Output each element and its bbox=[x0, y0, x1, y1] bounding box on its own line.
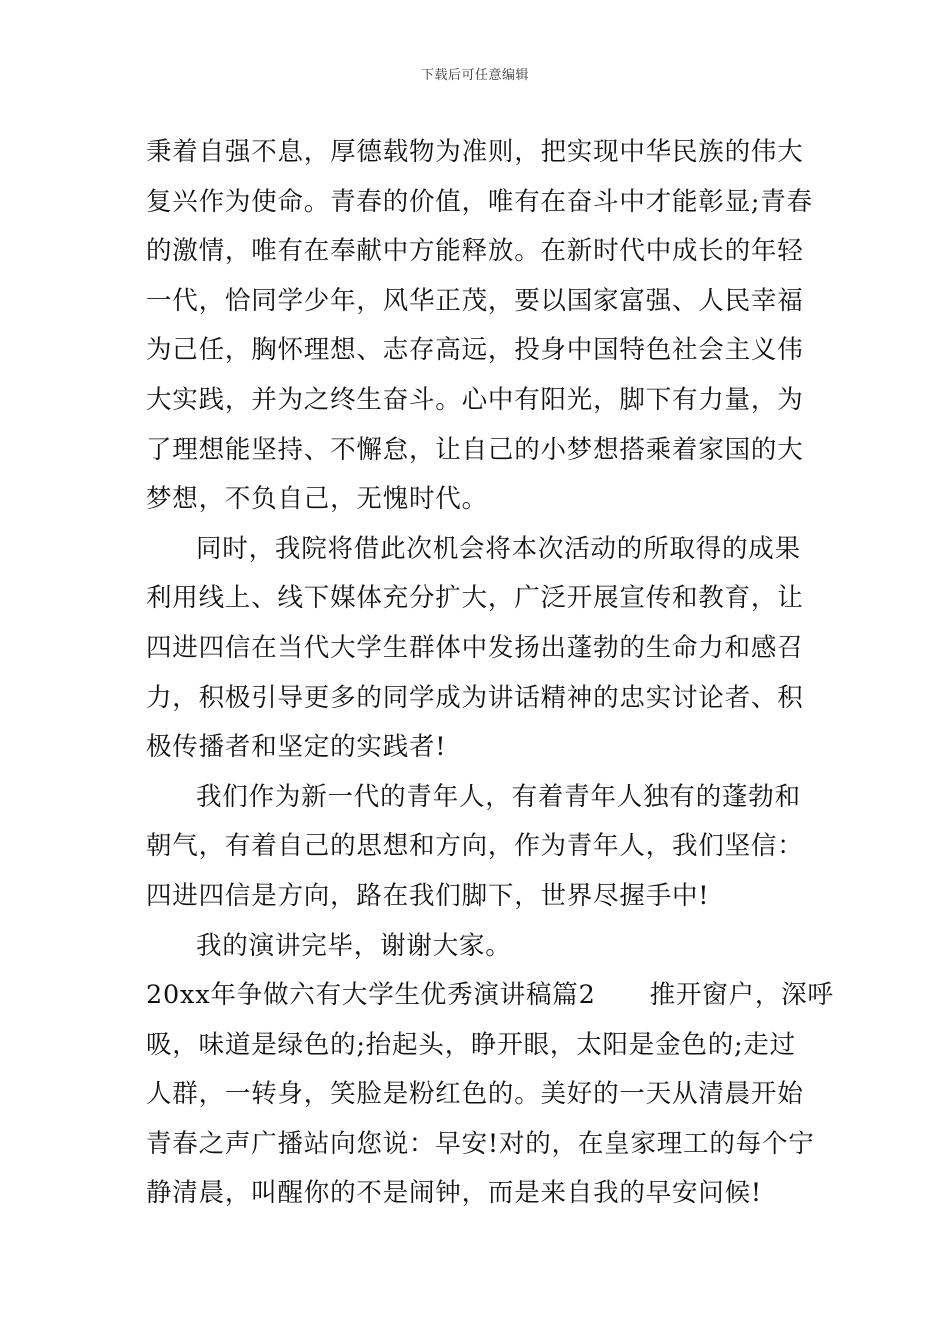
text-line: 复兴作为使命。青春的价值，唯有在奋斗中才能彰显;青春 bbox=[146, 186, 813, 217]
text-line: 人群，一转身，笑脸是粉红色的。美好的一天从清晨开始 bbox=[146, 1079, 804, 1110]
text-line: 四进四信在当代大学生群体中发扬出蓬勃的生命力和感召 bbox=[146, 632, 804, 663]
text-line: 秉着自强不息，厚德载物为准则，把实现中华民族的伟大 bbox=[146, 137, 804, 167]
text-line: 大实践，并为之终生奋斗。心中有阳光，脚下有力量，为 bbox=[146, 384, 804, 415]
text-line: 了理想能坚持、不懈怠，让自己的小梦想搭乘着家国的大 bbox=[146, 434, 804, 465]
text-line: 梦想，不负自己，无愧时代。 bbox=[146, 484, 488, 515]
header-note: 下载后可任意编辑 bbox=[420, 68, 529, 83]
text-line: 青春之声广播站向您说：早安!对的，在皇家理工的每个宁 bbox=[146, 1128, 815, 1159]
text-line: 的激情，唯有在奉献中方能释放。在新时代中成长的年轻 bbox=[146, 236, 804, 267]
text-line: 极传播者和坚定的实践者! bbox=[146, 732, 447, 763]
text-line: 推开窗户，深呼 bbox=[649, 980, 834, 1011]
text-line: 力，积极引导更多的同学成为讲话精神的忠实讨论者、积 bbox=[146, 682, 804, 713]
heading-line bbox=[146, 971, 834, 1021]
text-line: 朝气，有着自己的思想和方向，作为青年人，我们坚信： bbox=[146, 831, 804, 862]
text-line: 四进四信是方向，路在我们脚下，世界尽握手中! bbox=[146, 880, 710, 911]
document-body bbox=[146, 128, 834, 1219]
text-line: 利用线上、线下媒体充分扩大，广泛开展宣传和教育，让 bbox=[146, 583, 804, 614]
text-line: 一代，恰同学少年，风华正茂，要以国家富强、人民幸福 bbox=[146, 285, 804, 316]
text-line: 静清晨，叫醒你的不是闹钟，而是来自我的早安问候! bbox=[146, 1178, 762, 1209]
text-line: 我的演讲完毕，谢谢大家。 bbox=[196, 930, 512, 961]
text-line: 吸，味道是绿色的;抬起头，睁开眼，太阳是金色的;走过 bbox=[146, 1029, 796, 1060]
text-line: 同时，我院将借此次机会将本次活动的所取得的成果 bbox=[196, 533, 801, 564]
text-line: 我们作为新一代的青年人，有着青年人独有的蓬勃和 bbox=[196, 781, 801, 812]
text-line: 为己任，胸怀理想、志存高远，投身中国特色社会主义伟 bbox=[146, 335, 804, 366]
section-heading: 20xx年争做六有大学生优秀演讲稿篇2 bbox=[146, 980, 596, 1011]
